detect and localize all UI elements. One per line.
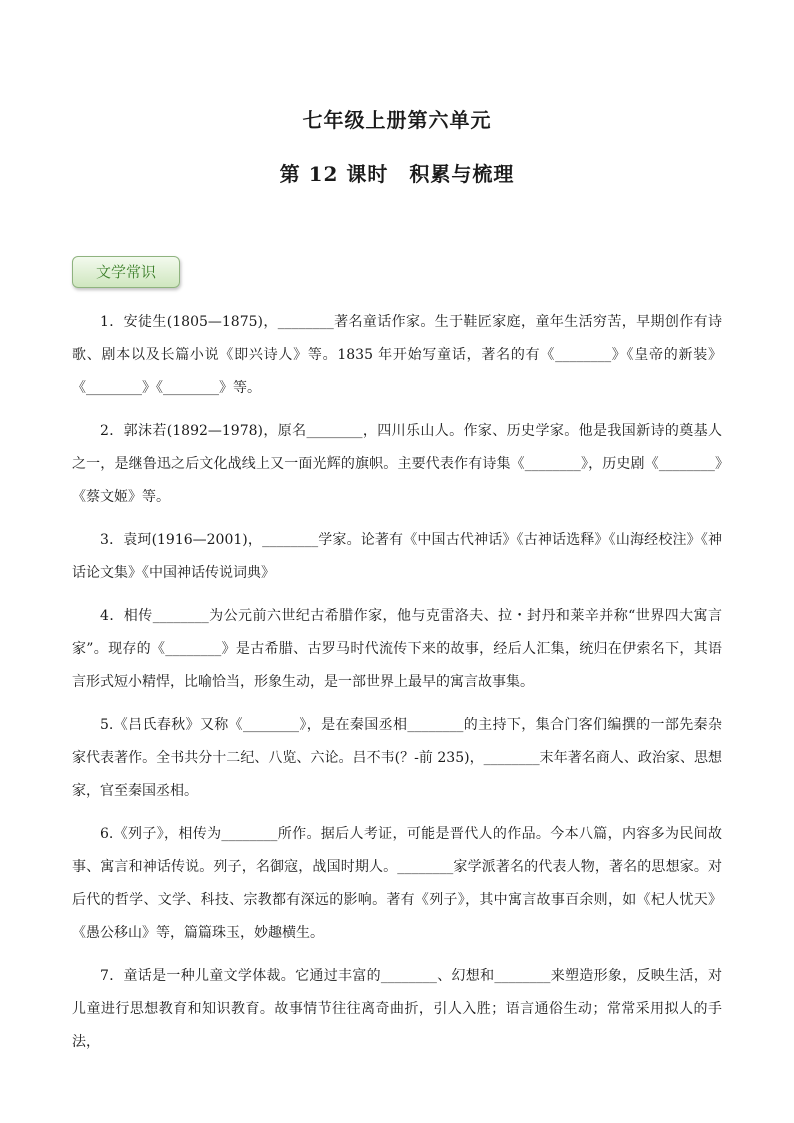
question-item-1: 1．安徒生(1805—1875)，________著名童话作家。生于鞋匠家庭，童年生活穷苦，早期创作有诗歌、剧本以及长篇小说《即兴诗人》等。1835 年开始写童话，著名的有《________》《皇帝的新装》《________》《________》等。 [72, 314, 722, 396]
question-list [72, 306, 722, 1069]
question-item-7: 7．童话是一种儿童文学体裁。它通过丰富的________、幻想和________来塑造形象，反映生活，对儿童进行思想教育和知识教育。故事情节往往离奇曲折，引人入胜；语言通俗生动；常常采用拟人的手法， [72, 968, 722, 1050]
question-item-2: 2．郭沫若(1892—1978)，原名________，四川乐山人。作家、历史学家。他是我国新诗的奠基人之一，是继鲁迅之后文化战线上又一面光辉的旗帜。主要代表作有诗集《________》，历史剧《________》《蔡文姬》等。 [72, 423, 722, 505]
question-item-4: 4．相传________为公元前六世纪古希腊作家，他与克雷洛夫、拉・封丹和莱辛并称“世界四大寓言家”。现存的《________》是古希腊、古罗马时代流传下来的故事，经后人汇集，统归在伊索名下，其语言形式短小精悍，比喻恰当，形象生动，是一部世界上最早的寓言故事集。 [72, 608, 722, 690]
section-tag-literary-knowledge: 文学常识 [72, 256, 180, 288]
page-title: 七年级上册第六单元 [302, 108, 492, 132]
question-item-3: 3．袁珂(1916—2001)，________学家。论著有《中国古代神话》《古神话选释》《山海经校注》《神话论文集》《中国神话传说词典》 [72, 532, 722, 581]
question-item-5: 5.《吕氏春秋》又称《________》，是在秦国丞相________的主持下，集合门客们编撰的一部先秦杂家代表著作。全书共分十二纪、八览、六论。吕不韦(？-前 235)，________末年著名商人、政治家、思想家，官至秦国丞相。 [72, 717, 722, 799]
question-item-6: 6.《列子》，相传为________所作。据后人考证，可能是晋代人的作品。今本八篇，内容多为民间故事、寓言和神话传说。列子，名御寇，战国时期人。________家学派著名的代表人物，著名的思想家。对后代的哲学、文学、科技、宗教都有深远的影响。著有《列子》，其中寓言故事百余则，如《杞人忧天》《愚公移山》等，篇篇珠玉，妙趣横生。 [72, 826, 722, 941]
lesson-subtitle: 第 12 课时 积累与梳理 [279, 162, 515, 186]
